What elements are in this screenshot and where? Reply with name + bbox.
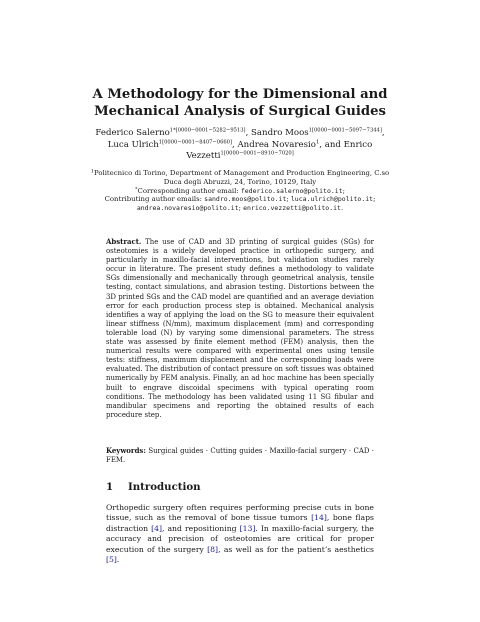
citation-link[interactable]: [13] <box>239 523 256 533</box>
keywords <box>106 446 374 465</box>
title-line-2: Mechanical Analysis of Surgical Guides <box>94 104 386 119</box>
author-orcid: 1 <box>315 139 320 145</box>
author-name: Luca Ulrich <box>107 139 159 150</box>
punctuation: ; <box>342 186 345 195</box>
contributing-email[interactable]: sandro.moos@polito.it <box>204 195 287 204</box>
contributing-label: Contributing author emails: <box>104 195 205 204</box>
punctuation: . <box>340 204 344 213</box>
punctuation: ; <box>286 195 291 204</box>
section-heading <box>106 481 201 493</box>
paragraph-text: . <box>116 555 120 565</box>
contributing-email[interactable]: enrico.vezzetti@polito.it <box>243 204 341 213</box>
affiliation-line-1: Politecnico di Torino, Department of Management and Production Engineering, C.so <box>93 169 390 177</box>
abstract <box>106 237 374 420</box>
contributing-email[interactable]: andrea.novaresio@polito.it <box>136 204 239 213</box>
keywords-text: Surgical guides · Cutting guides · Maxillo-facial surgery · CAD · FEM. <box>106 447 374 465</box>
paragraph-text: , as well as for the patient’s aesthetics <box>218 544 374 554</box>
contributing-email[interactable]: luca.ulrich@polito.it <box>290 195 374 204</box>
abstract-text: The use of CAD and 3D printing of surgical guides (SGs) for osteotomies is a widely developed practice in orthopedic surgery, and particularly in maxillo-facial interventions, but validation studies rarely occur in literature. The present study defines a methodology to validate SGs dimensionally and mechanically through geometrical analysis, tensile testing, contact simulations, and abrasion testing. Distortions between the 3D printed SGs and the CAD model are quantified and an average deviation error for each production process step is obtained. Mechanical analysis identifies a way of applying the load on the SG to measure their equivalent linear stiffness (N/mm), maximum displacement (mm) and corresponding tolerable load (N) by varying some dimensional parameters. The stress state was assessed by finite element method (FEM) analysis, then the numerical results were compared with experimental ones using tensile tests: stiffness, maximum displacement and the corresponding loads were evaluated. The distribution of contact pressure on soft tissues was obtained numerically by FEM analysis. Finally, an ad hoc machine has been specially built to engrave discoidal specimens with typical operating room conditions. The methodology has been validated using 11 SG fibular and mandibular specimens and reporting the obtained results of each procedure step. <box>106 238 374 419</box>
affiliation-line-2: Duca degli Abruzzi, 24, Torino, 10129, Italy <box>163 177 317 186</box>
paragraph-text: , bone flaps distraction <box>106 513 374 533</box>
keywords-label: Keywords: <box>106 446 146 455</box>
corresponding-email[interactable]: federico.salerno@polito.it <box>240 186 343 195</box>
citation-link[interactable]: [8] <box>207 544 219 554</box>
section-title: Introduction <box>128 481 201 493</box>
affiliation-block <box>60 169 420 213</box>
title-line-1: A Methodology for the Dimensional and <box>92 87 388 102</box>
author-separator: , <box>232 139 238 150</box>
paper-title <box>60 86 420 120</box>
section-number: 1 <box>106 481 114 493</box>
punctuation: ; <box>238 204 244 213</box>
citation-link[interactable]: [5] <box>106 555 117 565</box>
citation-link[interactable]: [4] <box>151 523 163 533</box>
paragraph-text: , and repositioning <box>162 523 240 533</box>
author-orcid: 1[0000−0001−8407−0660] <box>158 139 232 145</box>
author-orcid: 1[0000−0001−5097−7344] <box>308 127 382 134</box>
author-name: Andrea Novaresio <box>237 139 316 150</box>
author-name: Vezzetti <box>186 151 221 161</box>
citation-link[interactable]: [14] <box>311 513 327 523</box>
author-name: Sandro Moos <box>251 128 309 138</box>
author-separator: , <box>381 128 385 138</box>
intro-paragraph <box>106 503 374 565</box>
author-name: Federico Salerno <box>95 128 170 138</box>
abstract-label: Abstract. <box>106 237 142 246</box>
corresponding-label: Corresponding author email: <box>137 186 241 195</box>
punctuation: ; <box>373 195 376 204</box>
author-separator: , and Enrico <box>319 139 373 150</box>
corresponding-marker: * <box>135 186 138 193</box>
paragraph-text: Orthopedic surgery often requires performing precise cuts in bone tissue, such as the removal of bone tissue tumors <box>106 503 374 523</box>
author-separator: , <box>245 128 252 138</box>
author-orcid: 1[0000−0001−8910−7020] <box>220 150 294 157</box>
paragraph-text: . In maxillo-facial surgery, the accuracy and precision of osteotomies are critical for proper execution of the surgery <box>106 523 374 554</box>
affiliation-marker: 1 <box>90 168 94 175</box>
author-orcid: 1*[0000−0001−5282−9513] <box>169 127 246 134</box>
author-list <box>60 128 420 163</box>
